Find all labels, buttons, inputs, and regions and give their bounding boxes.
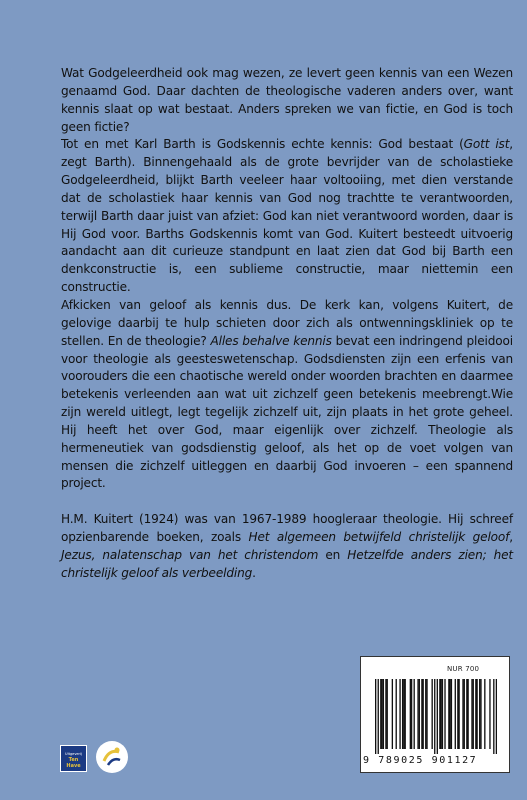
barcode-bar (451, 679, 452, 749)
blurb-paragraph-part: Gott ist (463, 137, 510, 152)
blurb-paragraph-part: Tot en met Karl Barth is Godskennis echte kennis: God bestaat ( (61, 137, 464, 152)
blurb-paragraph-part: bevat een indringend pleidooi voor theologie als geesteswetenschap. Godsdiensten zijn een erfenis van voorouders die een chaotische wereld onder woorden brachten en daarmee betekenis verleenden aan wat uit zichzelf geen betekenis meebrengt.Wie zijn wereld uitlegt, legt tegelijk zichzelf uit, zijn plaats in het grote geheel. Hij heeft het over God, maar eigenlijk over zichzelf. Theologie als hermeneutiek van godsdienstig geloof, als het op de voet volgen van mensen die zichzelf uitleggen en daarbij God invoeren – een spannend project. (61, 333, 513, 491)
publisher-logo-line1: Uitgeverij (65, 752, 82, 756)
barcode-bar (455, 679, 456, 749)
blurb-paragraph (61, 65, 513, 136)
back-cover-text (61, 65, 513, 583)
blurb-paragraph (61, 136, 513, 297)
barcode-bar (421, 679, 422, 749)
barcode-bar (440, 679, 441, 749)
barcode-bar (462, 679, 463, 749)
barcode-bar (448, 679, 449, 749)
blurb-paragraph-part: Afkicken van geloof als kennis dus. De kerk kan, volgens Kuitert, de gelovige daarbij te hulp schieten door zich als ontwenningskliniek op te stellen. En de theologie? (61, 297, 513, 348)
barcode-bar (432, 679, 433, 749)
barcode-bar (392, 679, 393, 749)
barcode-bar (425, 679, 426, 749)
author-bio-part: Hetzelfde anders zien; het christelijk geloof als verbeelding (61, 547, 513, 580)
imprint-logo-icon (95, 740, 129, 774)
author-bio-part: . (252, 565, 256, 580)
barcode-bar (473, 679, 474, 749)
blurb-paragraph (61, 297, 513, 493)
barcode-bar (467, 679, 468, 749)
blurb-paragraph-part: Wat Godgeleerdheid ook mag wezen, ze levert geen kennis van een Wezen genaamd God. Daar dachten de theologische vaderen anders over, want kennis slaat op wat bestaat. Anders spreken we van fictie, en God is toch geen fictie? (61, 66, 513, 134)
barcode-bar (439, 679, 440, 749)
blurb-paragraph-part: Alles behalve kennis (210, 333, 332, 348)
barcode-bar (405, 679, 406, 749)
barcode-bar (375, 679, 376, 754)
author-bio-part: H.M. Kuitert (1924) was van 1967-1989 hoogleraar theologie. Hij schreef opzienbarende boeken, zoals (61, 512, 513, 545)
barcode-bar (403, 679, 404, 749)
barcode-bar (476, 679, 477, 749)
barcode-bar (458, 679, 459, 749)
barcode-bar (411, 679, 412, 749)
barcode-bar (417, 679, 418, 749)
barcode-bar (479, 679, 480, 749)
barcode-bar (480, 679, 481, 749)
barcode-bar (380, 679, 381, 749)
blurb-paragraph-part: , zegt Barth). Binnengehaald als de grote bevrijder van de scholastieke Godgeleerdheid, blijkt Barth veeleer haar voltooiing, met dien verstande dat de scholastiek haar kennis van God nog trachtte te verantwoorden, terwijl Barth daar juist van afziet: God kan niet verantwoord worden, daar is Hij God voor. Barths Godskennis komt van God. Kuitert besteedt uitvoerig aandacht aan dit curieuze standpunt en laat zien dat God bij Barth een denkconstructie is, een sublieme constructie, maar niettemin een constructie. (61, 137, 513, 295)
barcode-bar (484, 679, 485, 749)
barcode-bar (385, 679, 386, 749)
barcode-bar (378, 679, 379, 754)
barcode-bar (437, 679, 438, 754)
barcode-bar (471, 679, 472, 749)
barcode-bar (434, 679, 435, 754)
isbn-number: 9 789025 901127 (363, 755, 478, 766)
barcode-bar (442, 679, 443, 749)
barcode-bar (387, 679, 388, 749)
barcode-bar (423, 679, 424, 749)
barcode-bar (399, 679, 400, 749)
author-bio-part: en (318, 547, 348, 562)
author-bio-part: , (509, 530, 513, 545)
barcode (375, 679, 497, 754)
publisher-logo-line2: Ten Have (66, 757, 81, 769)
nur-code: NUR 700 (447, 665, 480, 673)
barcode-bar (496, 679, 497, 754)
barcode-bar (426, 679, 427, 749)
barcode-bar (410, 679, 411, 749)
barcode-bar (449, 679, 450, 749)
author-bio (61, 511, 513, 582)
barcode-bar (457, 679, 458, 749)
author-bio-part: Jezus, nalatenschap van het christendom (61, 547, 319, 562)
barcode-bar (444, 679, 445, 749)
barcode-bar (383, 679, 384, 749)
barcode-panel (360, 656, 510, 773)
barcode-bar (466, 679, 467, 749)
barcode-bar (402, 679, 403, 749)
barcode-bar (381, 679, 382, 749)
publisher-logo (60, 745, 87, 772)
barcode-bar (475, 679, 476, 749)
barcode-bar (419, 679, 420, 749)
barcode-bar (493, 679, 494, 754)
barcode-bar (414, 679, 415, 749)
author-bio-part: Het algemeen betwijfeld christelijk geloof (248, 530, 510, 545)
barcode-bar (396, 679, 397, 749)
barcode-bar (489, 679, 490, 749)
blurb (61, 65, 513, 493)
barcode-bar (464, 679, 465, 749)
